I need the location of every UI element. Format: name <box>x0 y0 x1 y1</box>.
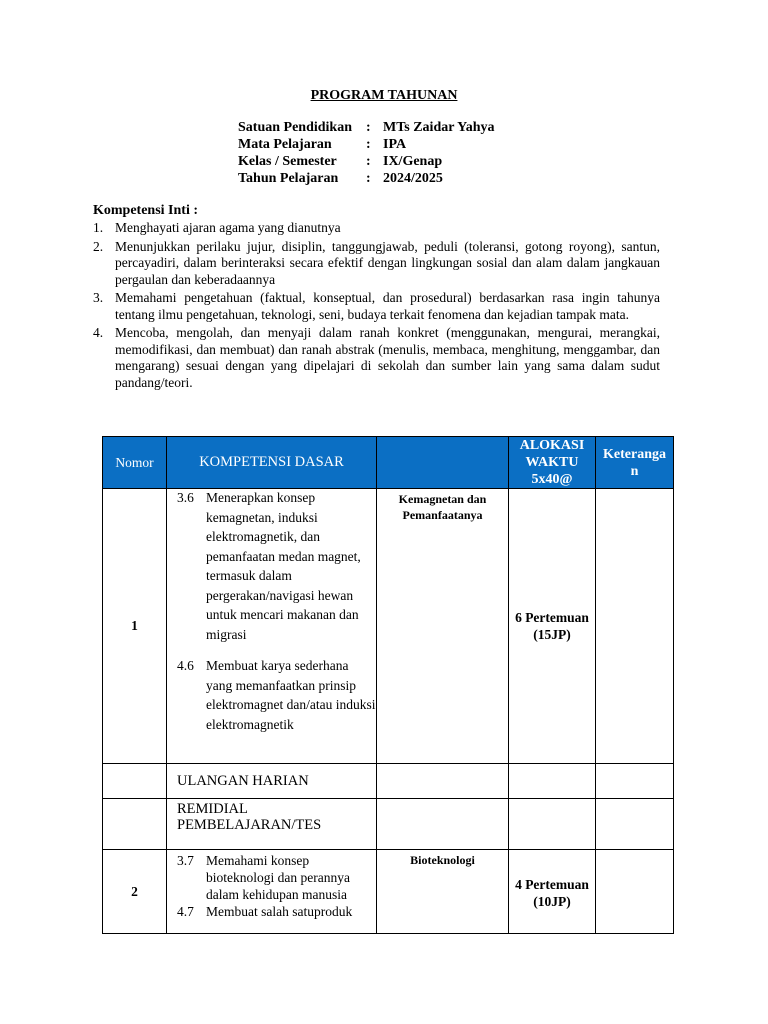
ki-number: 4. <box>93 325 104 340</box>
alokasi-cell <box>509 764 596 799</box>
kd-code: 4.7 <box>177 904 194 919</box>
info-row <box>238 136 495 153</box>
info-label: Satuan Pendidikan <box>238 120 352 135</box>
alokasi-line: (15JP) <box>533 627 571 642</box>
kd-text: Memahami konsep bioteknologi dan perannya dalam kehidupan manusia <box>206 853 350 902</box>
ki-number: 3. <box>93 290 104 305</box>
info-row <box>238 170 495 187</box>
keterangan-cell <box>596 799 674 850</box>
ki-text: Menghayati ajaran agama yang dianutnya <box>115 220 341 235</box>
alokasi-cell <box>509 850 596 934</box>
materi-cell <box>377 799 509 850</box>
remidial-cell: REMIDIAL PEMBELAJARAN/TES <box>167 799 377 850</box>
info-label: Mata Pelajaran <box>238 137 332 152</box>
kd-code: 3.6 <box>177 490 194 505</box>
table-row <box>103 850 674 934</box>
header-keterangan-line: n <box>630 463 639 479</box>
ki-item <box>93 220 660 237</box>
identity-table <box>238 119 495 187</box>
program-table <box>102 436 674 934</box>
header-keterangan <box>596 437 674 489</box>
ki-text: Menunjukkan perilaku jujur, disiplin, tanggungjawab, peduli (toleransi, gotong royong), santun, percayadiri, dalam berinteraksi secara efektif dengan lingkungan sosial dan alam dalam jangkauan pergaulan dan keberadaannya <box>115 238 660 287</box>
ki-item <box>93 325 660 391</box>
header-alokasi-line: 5x40@ <box>531 472 573 487</box>
kompetensi-dasar-cell <box>167 850 377 934</box>
kd-text: Membuat karya sederhana yang memanfaatkan prinsip elektromagnet dan/atau induksi elektromagnetik <box>206 658 376 732</box>
row-number: 1 <box>103 489 167 764</box>
info-value: IX/Genap <box>383 154 443 169</box>
table-row <box>103 799 674 850</box>
row-number: 2 <box>103 850 167 934</box>
info-separator: : <box>366 171 371 186</box>
kd-item <box>177 852 376 903</box>
alokasi-line: 4 Pertemuan <box>515 877 589 892</box>
materi-cell <box>377 764 509 799</box>
ki-number: 2. <box>93 238 104 254</box>
info-row <box>238 153 495 170</box>
header-nomor: Nomor <box>103 437 167 489</box>
kd-code: 3.7 <box>177 853 194 868</box>
ki-text: Mencoba, mengolah, dan menyaji dalam ranah konkret (menggunakan, mengurai, merangkai, memodifikasi, dan membuat) dan ranah abstrak (menulis, membaca, menghitung, menggambar, dan mengarang) sesuai dengan yang dipelajari di sekolah dan sumber lain yang sama dalam sudut pandang/teori. <box>115 325 660 390</box>
kd-code: 4.6 <box>177 658 194 673</box>
keterangan-cell <box>596 489 674 764</box>
ulangan-harian-cell: ULANGAN HARIAN <box>167 764 377 799</box>
info-label: Tahun Pelajaran <box>238 171 339 186</box>
ki-list <box>93 220 660 393</box>
keterangan-cell <box>596 764 674 799</box>
info-separator: : <box>366 154 371 169</box>
kd-item <box>177 656 376 734</box>
alokasi-cell <box>509 489 596 764</box>
kd-text: Menerapkan konsep kemagnetan, induksi elektromagnetik, dan pemanfaatan medan magnet, termasuk dalam pergerakan/navigasi hewan untuk mencari makanan dan migrasi <box>206 490 361 642</box>
header-keterangan-line: Keteranga <box>603 446 666 462</box>
row-number <box>103 764 167 799</box>
info-value: IPA <box>383 137 407 152</box>
row-number <box>103 799 167 850</box>
kd-item <box>177 488 376 644</box>
ki-item <box>93 239 660 289</box>
info-separator: : <box>366 120 371 135</box>
ki-text: Memahami pengetahuan (faktual, konseptual, dan prosedural) berdasarkan rasa ingin tahunya tentang ilmu pengetahuan, teknologi, seni, budaya terkait fenomena dan kejadian tampak mata. <box>115 290 660 322</box>
kd-text: Membuat salah satuproduk <box>206 904 353 919</box>
info-value: 2024/2025 <box>383 171 443 186</box>
alokasi-line: (10JP) <box>533 894 571 909</box>
header-alokasi-line: ALOKASI <box>519 438 585 453</box>
alokasi-line: 6 Pertemuan <box>515 610 589 625</box>
info-value: MTs Zaidar Yahya <box>383 120 495 135</box>
table-row <box>103 489 674 764</box>
header-kompetensi-dasar: KOMPETENSI DASAR <box>167 437 377 489</box>
info-row <box>238 119 495 136</box>
ki-item <box>93 290 660 323</box>
keterangan-cell <box>596 850 674 934</box>
header-alokasi-line: WAKTU <box>525 455 579 470</box>
info-separator: : <box>366 137 371 152</box>
kompetensi-dasar-cell <box>167 489 377 764</box>
kd-item <box>177 903 376 920</box>
table-header-row <box>103 437 674 489</box>
materi-cell: Bioteknologi <box>377 850 509 934</box>
header-alokasi-waktu <box>509 437 596 489</box>
table-row <box>103 764 674 799</box>
materi-cell: Kemagnetan dan Pemanfaatanya <box>377 489 509 764</box>
page-title: PROGRAM TAHUNAN <box>310 88 458 103</box>
ki-heading: Kompetensi Inti : <box>93 203 198 218</box>
info-label: Kelas / Semester <box>238 154 337 169</box>
header-materi <box>377 437 509 489</box>
alokasi-cell <box>509 799 596 850</box>
ki-number: 1. <box>93 220 104 235</box>
